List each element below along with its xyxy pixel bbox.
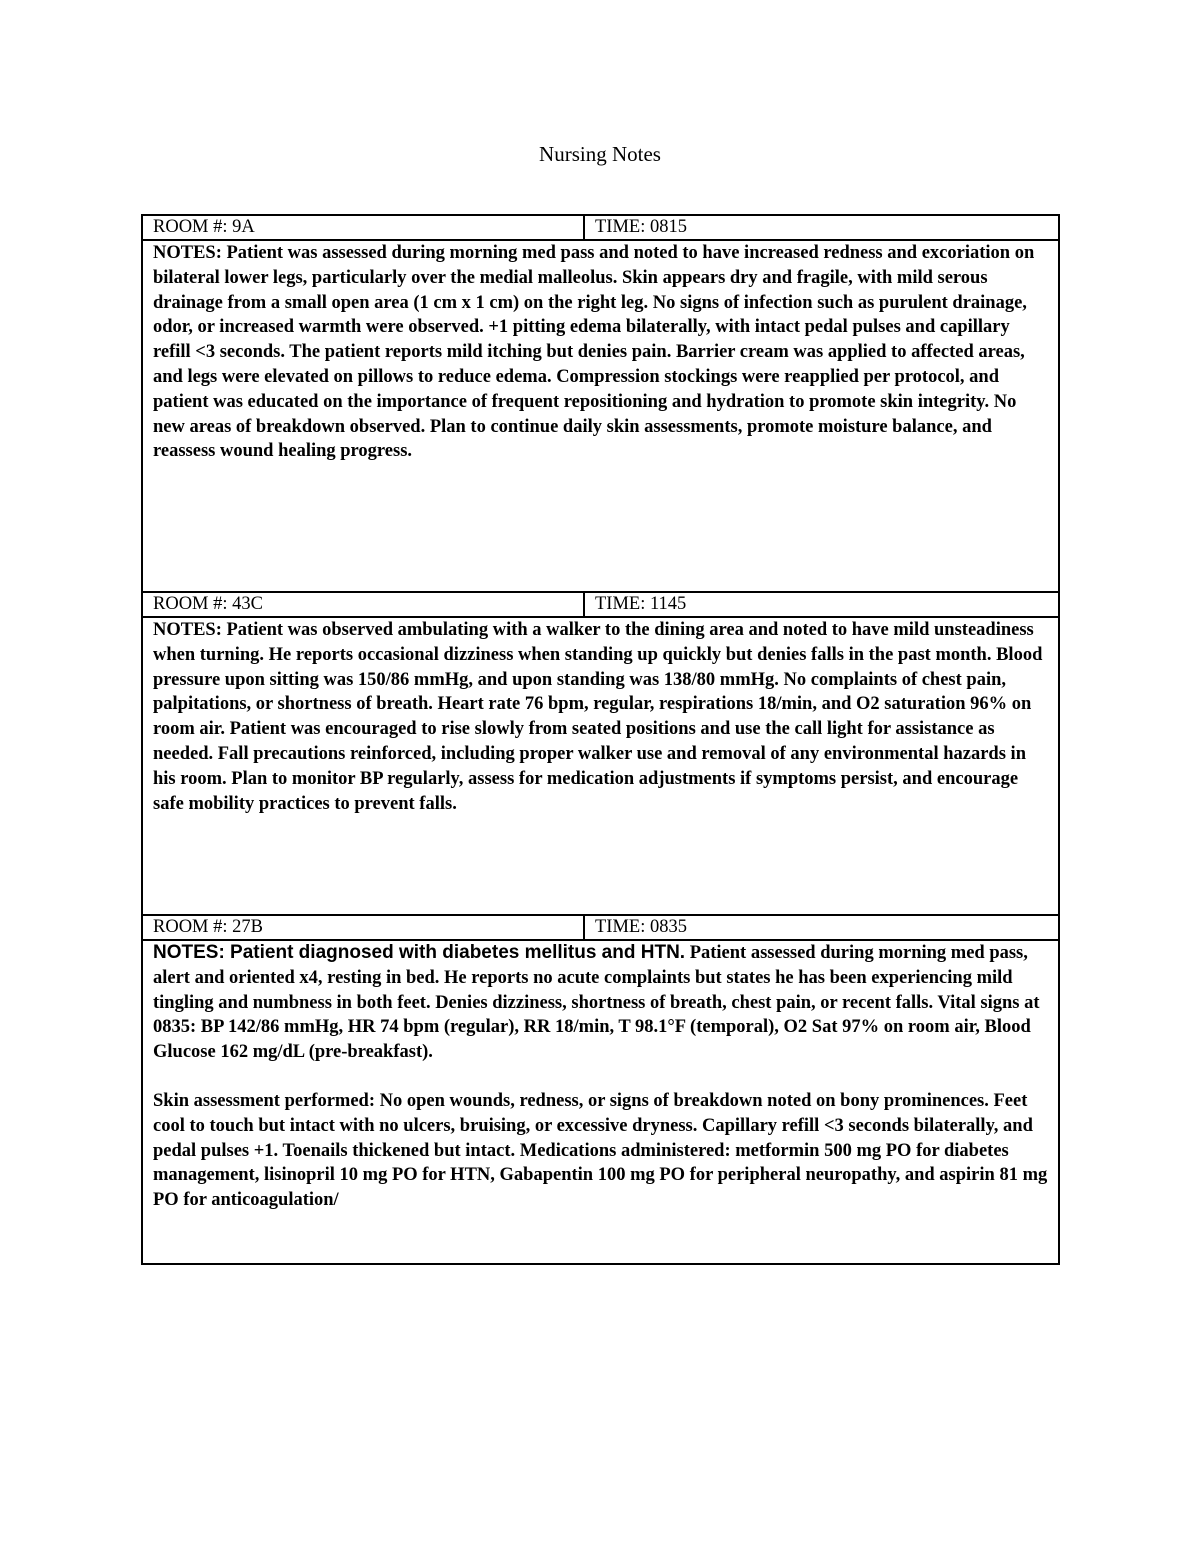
notes-paragraph: NOTES: Patient was observed ambulating with a walker to the dining area and noted to have mild unsteadiness when turning. He reports occasional dizziness when standing up quickly but denies falls in the past month. Blood pressure upon sitting was 150/86 mmHg, and upon standing was 138/80 mmHg. No complaints of chest pain, palpitations, or shortness of breath. Heart rate 76 bpm, regular, respirations 18/min, and O2 saturation 96% on room air. Patient was encouraged to rise slowly from seated positions and use the call light for assistance as needed. Fall precautions reinforced, including proper walker use and removal of any environmental hazards in his room. Plan to monitor BP regularly, assess for medication adjustments if symptoms persist, and encourage safe mobility practices to prevent falls. bbox=[153, 620, 1043, 814]
time-stamp: TIME: 0835 bbox=[584, 915, 1059, 940]
entry-notes-row bbox=[142, 617, 1059, 915]
entry-header-row bbox=[142, 592, 1059, 617]
paragraph-gap bbox=[153, 1065, 1048, 1089]
notes-text bbox=[142, 940, 1059, 1264]
notes-diagnosis-lead: NOTES: Patient diagnosed with diabetes mellitus and HTN. bbox=[153, 942, 686, 963]
notes-paragraph bbox=[153, 941, 1048, 1065]
page-title: Nursing Notes bbox=[539, 142, 661, 166]
entry-header-row bbox=[142, 915, 1059, 940]
entry-notes-row bbox=[142, 240, 1059, 592]
room-number: ROOM #: 27B bbox=[142, 915, 584, 940]
nursing-notes-table bbox=[141, 214, 1060, 1265]
notes-text bbox=[142, 617, 1059, 915]
notes-body: Patient assessed during morning med pass, alert and oriented x4, resting in bed. He reports no acute complaints but states he has been experiencing mild tingling and numbness in both feet. Denies dizziness, shortness of breath, chest pain, or recent falls. Vital signs at 0835: BP 142/86 mmHg, HR 74 bpm (regular), RR 18/min, T 98.1°F (temporal), O2 Sat 97% on room air, Blood Glucose 162 mg/dL (pre-breakfast). bbox=[153, 943, 1040, 1063]
notes-paragraph: Skin assessment performed: No open wounds, redness, or signs of breakdown noted on bony prominences. Feet cool to touch but intact with no ulcers, bruising, or excessive dryness. Capillary refill <3 seconds bilaterally, and pedal pulses +1. Toenails thickened but intact. Medications administered: metformin 500 mg PO for diabetes management, lisinopril 10 mg PO for HTN, Gabapentin 100 mg PO for peripheral neuropathy, and aspirin 81 mg PO for anticoagulation/ bbox=[153, 1090, 1048, 1211]
room-number: ROOM #: 43C bbox=[142, 592, 584, 617]
time-stamp: TIME: 1145 bbox=[584, 592, 1059, 617]
room-number: ROOM #: 9A bbox=[142, 215, 584, 240]
time-stamp: TIME: 0815 bbox=[584, 215, 1059, 240]
notes-text bbox=[142, 240, 1059, 592]
entry-notes-row bbox=[142, 940, 1059, 1264]
notes-paragraph: NOTES: Patient was assessed during morning med pass and noted to have increased redness and excoriation on bilateral lower legs, particularly over the medial malleolus. Skin appears dry and fragile, with mild serous drainage from a small open area (1 cm x 1 cm) on the right leg. No signs of infection such as purulent drainage, odor, or increased warmth were observed. +1 pitting edema bilaterally, with intact pedal pulses and capillary refill <3 seconds. The patient reports mild itching but denies pain. Barrier cream was applied to affected areas, and legs were elevated on pillows to reduce edema. Compression stockings were reapplied per protocol, and patient was educated on the importance of frequent repositioning and hydration to promote skin integrity. No new areas of breakdown observed. Plan to continue daily skin assessments, promote moisture balance, and reassess wound healing progress. bbox=[153, 243, 1035, 462]
entry-header-row bbox=[142, 215, 1059, 240]
